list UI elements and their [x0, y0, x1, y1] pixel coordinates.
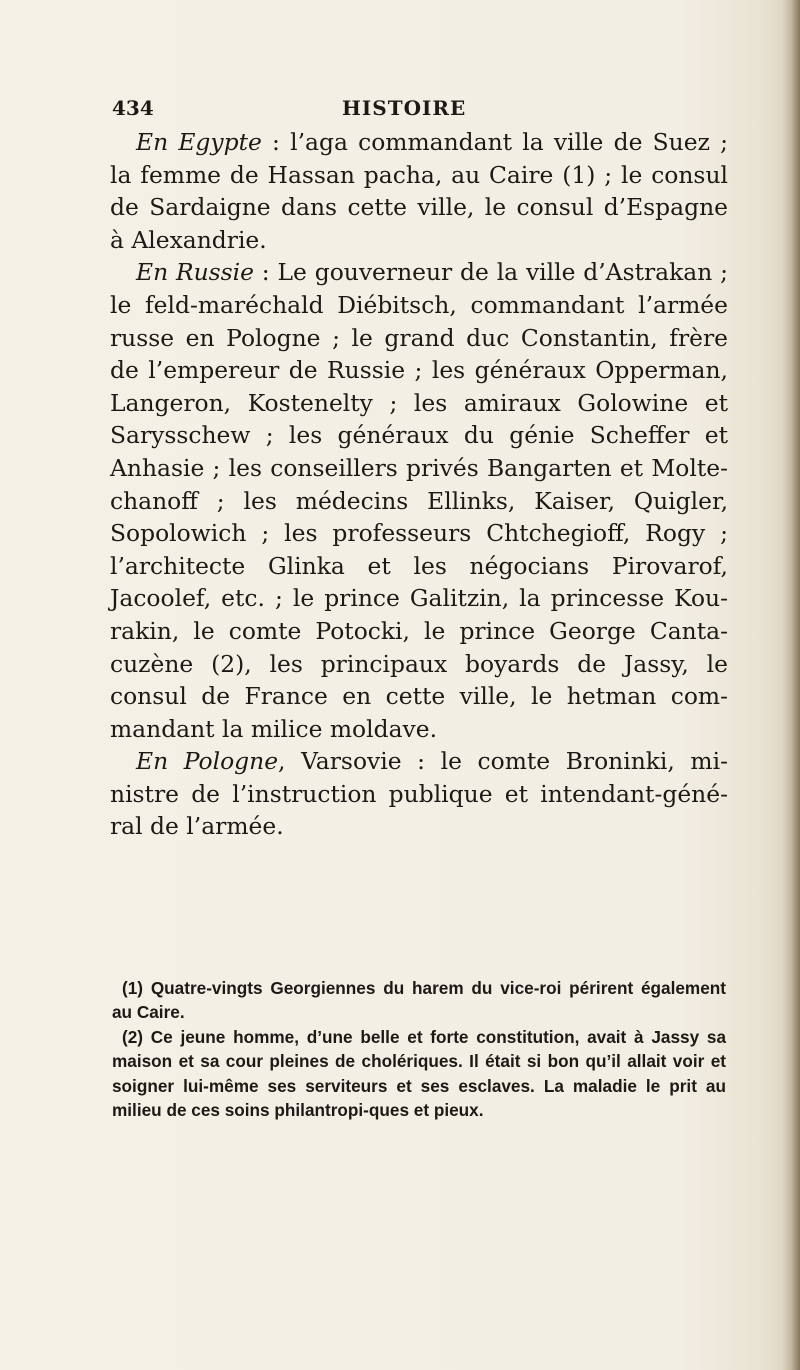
paragraph-egypt: [110, 126, 728, 256]
paragraph-egypt-label: En Egypte: [136, 128, 262, 156]
footnote-1: (1) Quatre-vingts Georgiennes du harem du vice-roi périrent également au Caire.: [112, 978, 726, 1023]
paragraph-poland: [110, 745, 728, 843]
paragraph-russia-label: En Russie: [136, 258, 254, 287]
paragraph-russia-text: : Le gouverneur de la ville d’Astrakan ; le feld-maréchald Diébitsch, commandant l’armée russe en Pologne ; le grand duc Constantin, frère de l’empereur de Russie ; les généraux Opperman, Langeron, Kostenelty ; les amiraux Golowine et Sarysschew ; les généraux du génie Scheffer et Anhasie ; les conseillers privés Bangarten et Molte-chanoff ; les médecins Ellinks, Kaiser, Quigler, Sopolowich ; les professeurs Chtchegioff, Rogy ; l’architecte Glinka et les négocians Pirovarof, Jacoolef, etc. ; le prince Galitzin, la princesse Kou-rakin, le comte Potocki, le prince George Canta-cuzène (2), les principaux boyards de Jassy, le consul de France en cette ville, le hetman com-mandant la milice moldave.: [110, 258, 728, 743]
paragraph-poland-label: En Pologne: [136, 747, 279, 776]
page-number: 434: [112, 96, 154, 120]
main-text: [110, 126, 728, 843]
paragraph-poland-text: , Varsovie : le comte Broninki, mi-nistre de l’instruction publique et intendant-géné-ral de l’armée.: [110, 747, 728, 841]
running-head: HISTOIRE: [342, 96, 467, 120]
paragraph-russia: [110, 256, 728, 745]
footnote-2: (2) Ce jeune homme, d’une belle et forte constitution, avait à Jassy sa maison et sa cour pleines de cholériques. Il était si bon qu’il allait voir et soigner lui-même ses serviteurs et ses esclaves. La maladie le prit au milieu de ces soins philantropi-ques et pieux.: [112, 1026, 726, 1121]
footnotes: [112, 976, 726, 1122]
paragraph-egypt-text: : l’aga commandant la ville de Suez ; la femme de Hassan pacha, au Caire (1) ; le consul de Sardaigne dans cette ville, le consul d’Espagne à Alexandrie.: [110, 128, 728, 254]
page-header: [112, 96, 724, 126]
page-edge-shadow: [782, 0, 800, 1370]
